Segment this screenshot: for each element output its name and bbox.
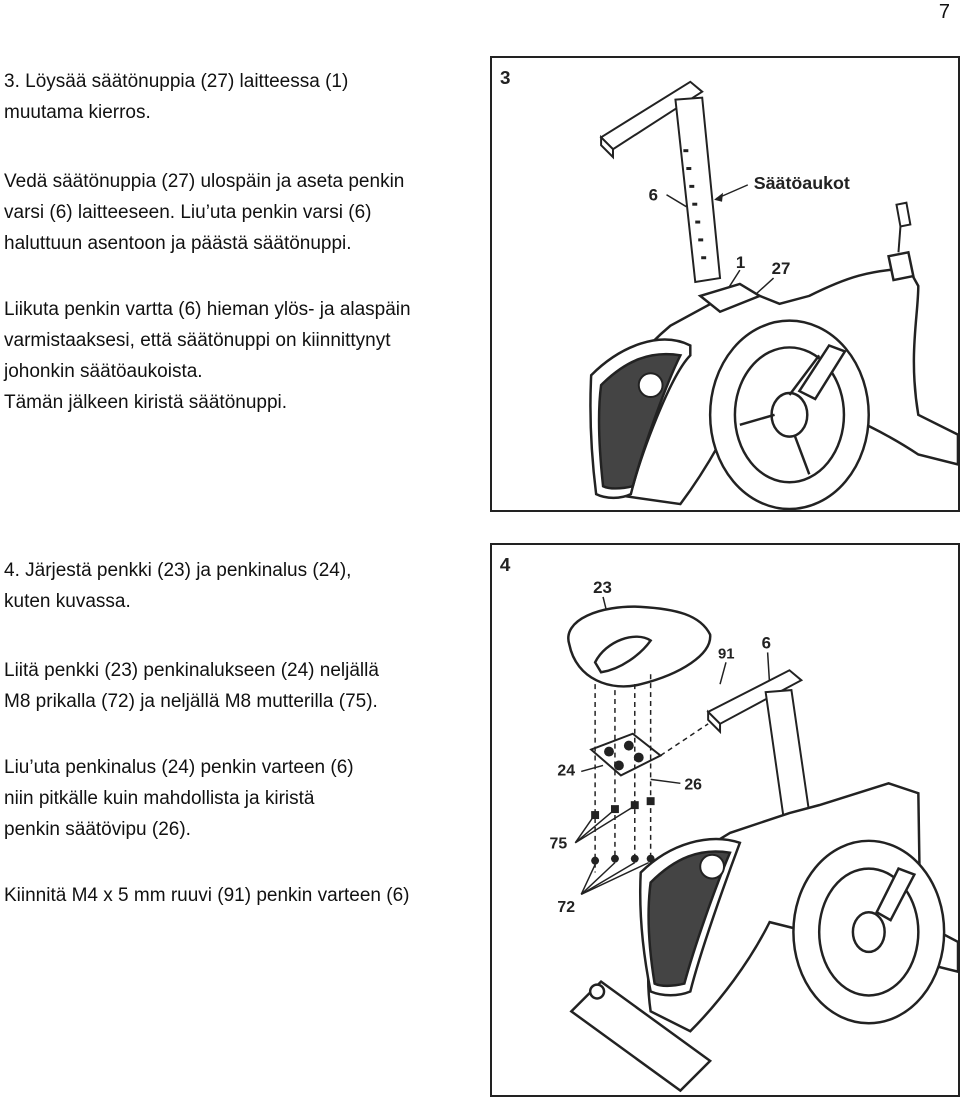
seat-clamp-knob (896, 203, 910, 253)
step3-instruction-1 (4, 66, 348, 128)
step4-instruction-2 (4, 655, 379, 717)
seat (568, 607, 710, 687)
callout-carriage: 24 (557, 762, 576, 780)
text-line: penkin säätövipu (26). (4, 819, 191, 840)
callout-seat: 23 (593, 577, 612, 597)
text-line: varsi (6) laitteeseen. Liu’uta penkin varsi (6) (4, 202, 372, 223)
text-line: johonkin säätöaukoista. (4, 361, 203, 382)
text-line: M8 prikalla (72) ja neljällä M8 mutterilla (75). (4, 691, 378, 712)
leader-line (581, 765, 603, 771)
step3-instruction-3 (4, 294, 411, 418)
callout-frame: 1 (735, 253, 746, 273)
step4-instruction-1 (4, 555, 351, 617)
flywheel (710, 321, 869, 509)
leader-lines (581, 863, 648, 895)
callout-post: 6 (761, 633, 772, 653)
callout-washers: 72 (557, 899, 576, 917)
seat-post (601, 82, 720, 282)
text-line: Liitä penkki (23) penkinalukseen (24) neljällä (4, 660, 379, 681)
callout-screw: 91 (718, 646, 735, 663)
text-line: Tämän jälkeen kiristä säätönuppi. (4, 392, 288, 413)
page-number: 7 (938, 1, 950, 23)
callout-knob: 27 (771, 259, 791, 279)
arrow-head (714, 193, 723, 202)
text-line: 3. Löysää säätönuppia (27) laitteessa (1) (4, 71, 349, 92)
leader-line (667, 195, 687, 207)
leader-line (720, 662, 726, 684)
text-line: niin pitkälle kuin mahdollista ja kiristä (4, 788, 315, 809)
text-line: Vedä säätönuppia (27) ulospäin ja aseta penkin (4, 171, 405, 192)
bike-seat-post-illustration (492, 58, 958, 510)
callout-adjustment-holes: Säätöaukot (753, 172, 850, 193)
step-label: 4 (499, 554, 511, 576)
nuts (591, 797, 654, 819)
step4-instruction-4 (4, 880, 410, 911)
step3-figure (490, 56, 960, 512)
text-line: Liu’uta penkinalus (24) penkin varteen (6) (4, 757, 354, 778)
callout-post: 6 (648, 185, 659, 205)
seat-post (708, 670, 809, 817)
leader-line (768, 652, 770, 684)
text-line: Kiinnitä M4 x 5 mm ruuvi (91) penkin varteen (6) (4, 885, 410, 906)
bike-seat-assembly-illustration (492, 545, 958, 1095)
text-line: kuten kuvassa. (4, 591, 131, 612)
washers (591, 855, 654, 865)
text-line: muutama kierros. (4, 102, 151, 123)
text-line: varmistaaksesi, että säätönuppi on kiinnittynyt (4, 330, 391, 351)
leader-line (651, 779, 681, 783)
text-line: Liikuta penkin vartta (6) hieman ylös- ja alaspäin (4, 299, 411, 320)
leader-lines (575, 807, 633, 843)
step-label: 3 (499, 66, 511, 88)
text-line: 4. Järjestä penkki (23) ja penkinalus (24), (4, 560, 352, 581)
text-line: haluttuun asentoon ja päästä säätönuppi. (4, 233, 352, 254)
callout-lever: 26 (684, 776, 702, 794)
step3-instruction-2 (4, 166, 404, 259)
step4-instruction-3 (4, 752, 354, 845)
callout-nuts: 75 (549, 835, 568, 853)
step4-figure (490, 543, 960, 1097)
flywheel (793, 841, 944, 1023)
